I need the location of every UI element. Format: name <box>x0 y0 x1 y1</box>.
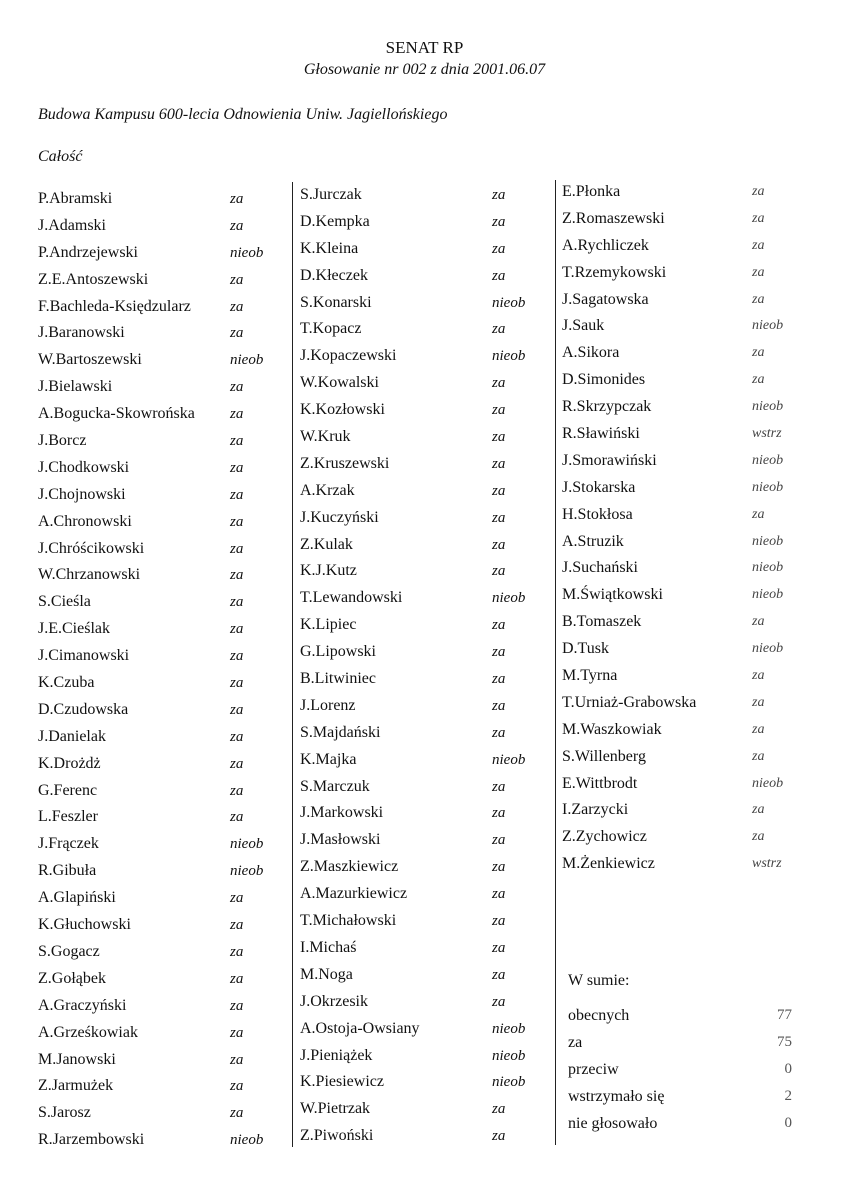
senator-name: M.Waszkowiak <box>562 720 662 738</box>
senator-name: W.Bartoszewski <box>38 351 142 369</box>
vote-value: za <box>230 701 244 718</box>
senator-name: J.Pieniążek <box>300 1046 373 1064</box>
vote-value: za <box>752 748 765 764</box>
vote-value: nieob <box>752 533 784 549</box>
names-column-2 <box>300 182 420 1150</box>
senator-name: M.Tyrna <box>562 667 618 685</box>
senator-name: J.Borcz <box>38 432 87 450</box>
vote-value: za <box>230 298 244 315</box>
summary-label: obecnych <box>568 1007 630 1024</box>
vote-value: za <box>492 1101 506 1118</box>
vote-value: za <box>492 939 506 956</box>
senator-name: J.Sauk <box>562 317 605 335</box>
vote-value: nieob <box>752 452 784 468</box>
senator-name: J.Chojnowski <box>38 485 126 503</box>
senator-name: M.Żenkiewicz <box>562 855 655 873</box>
vote-value: nieob <box>492 590 526 607</box>
vote-value: za <box>492 966 506 983</box>
vote-value: za <box>230 1051 244 1068</box>
senator-name: J.Smorawiński <box>562 451 657 469</box>
senator-name: J.Baranowski <box>38 324 125 342</box>
senator-name: Z.E.Antoszewski <box>38 270 149 288</box>
senator-name: Z.Zychowicz <box>562 828 647 846</box>
summary-label: za <box>568 1034 583 1051</box>
senator-name: K.Czuba <box>38 674 95 692</box>
summary-row <box>568 1056 798 1083</box>
senator-name: K.Lipiec <box>300 616 357 634</box>
vote-value: nieob <box>492 348 526 365</box>
senator-name: S.Willenberg <box>562 747 646 765</box>
senator-name: R.Jarzembowski <box>38 1131 145 1149</box>
senator-name: K.Drożdż <box>38 754 101 772</box>
senator-name: R.Skrzypczak <box>562 398 652 416</box>
summary-value: 0 <box>784 1115 792 1131</box>
senator-name: Z.Romaszewski <box>562 209 665 227</box>
summary-label: przeciw <box>568 1061 619 1078</box>
senator-name: D.Kłeczek <box>300 266 368 284</box>
vote-value: nieob <box>230 836 264 853</box>
vote-value: za <box>230 648 244 665</box>
senator-name: R.Sławiński <box>562 425 640 443</box>
vote-value: nieob <box>230 352 264 369</box>
vote-value: za <box>492 429 506 446</box>
vote-value: nieob <box>752 399 784 415</box>
senator-name: K.Kleina <box>300 239 359 257</box>
vote-value: za <box>230 567 244 584</box>
senator-name: T.Lewandowski <box>300 589 403 607</box>
vote-value: nieob <box>492 294 526 311</box>
vote-value: za <box>230 513 244 530</box>
senator-name: P.Abramski <box>38 190 113 207</box>
vote-value: za <box>230 217 244 234</box>
vote-value: za <box>230 943 244 960</box>
summary-row <box>568 1110 798 1137</box>
senator-name: D.Tusk <box>562 640 609 658</box>
senator-name: J.Lorenz <box>300 696 356 714</box>
senator-name: S.Majdański <box>300 723 381 741</box>
senator-name: P.Andrzejewski <box>38 243 138 261</box>
senator-name: M.Noga <box>300 965 353 983</box>
vote-value: za <box>752 802 765 818</box>
senator-name: Z.Gołąbek <box>38 969 106 987</box>
senator-name: S.Marczuk <box>300 777 370 795</box>
vote-value: nieob <box>752 587 784 603</box>
column-divider-2 <box>555 180 556 1145</box>
vote-value: za <box>492 321 506 338</box>
vote-value: za <box>492 832 506 849</box>
vote-value: za <box>230 1078 244 1095</box>
senator-name: S.Konarski <box>300 293 372 311</box>
vote-value: nieob <box>492 1047 526 1064</box>
senator-name: M.Janowski <box>38 1050 116 1068</box>
vote-value: za <box>492 1128 506 1145</box>
senator-name: E.Wittbrodt <box>562 774 638 792</box>
senator-name: T.Urniaż-Grabowska <box>562 693 697 711</box>
senator-name: T.Kopacz <box>300 320 362 338</box>
vote-value: za <box>752 237 765 253</box>
names-column-3 <box>562 179 696 878</box>
vote-value: za <box>230 917 244 934</box>
vote-topic: Budowa Kampusu 600-lecia Odnowienia Uniw. Jagiellońskiego <box>38 106 448 123</box>
vote-subtitle: Głosowanie nr 002 z dnia 2001.06.07 <box>303 61 546 78</box>
senator-name: J.Markowski <box>300 804 384 822</box>
vote-value: za <box>492 375 506 392</box>
column-divider-1 <box>292 182 293 1147</box>
senator-name: I.Michaś <box>300 938 357 956</box>
senator-name: J.Okrzesik <box>300 992 368 1010</box>
vote-value: za <box>492 213 506 230</box>
vote-value: za <box>230 271 244 288</box>
senator-name: J.Masłowski <box>300 831 381 849</box>
page-title: SENAT RP <box>385 38 464 57</box>
senator-name: J.Cimanowski <box>38 647 130 665</box>
summary-value: 2 <box>784 1088 792 1104</box>
senator-name: G.Lipowski <box>300 643 376 661</box>
votes-column-3 <box>752 179 783 878</box>
senator-name: Z.Piwoński <box>300 1127 374 1145</box>
senator-name: J.Kuczyński <box>300 508 379 526</box>
summary-row <box>568 1029 798 1056</box>
vote-value: za <box>752 829 765 845</box>
senator-name: W.Kruk <box>300 428 351 446</box>
senator-name: F.Bachleda-Księdzularz <box>38 297 191 315</box>
summary-heading: W sumie: <box>568 972 630 989</box>
senator-name: J.Bielawski <box>38 378 113 396</box>
vote-value: za <box>492 724 506 741</box>
summary-value: 0 <box>784 1061 792 1077</box>
vote-value: za <box>492 482 506 499</box>
vote-value: nieob <box>492 1020 526 1037</box>
senator-name: T.Michałowski <box>300 912 397 930</box>
senator-name: K.Głuchowski <box>38 916 131 934</box>
summary-value: 77 <box>777 1007 792 1023</box>
vote-value: za <box>752 506 765 522</box>
vote-value: nieob <box>230 1132 264 1149</box>
vote-value: za <box>230 433 244 450</box>
vote-value: za <box>230 459 244 476</box>
senator-name: A.Ostoja-Owsiany <box>300 1019 420 1037</box>
vote-value: za <box>752 264 765 280</box>
senator-name: H.Stokłosa <box>562 505 633 523</box>
senator-name: A.Chronowski <box>38 512 132 530</box>
vote-value: za <box>230 1024 244 1041</box>
senator-name: D.Czudowska <box>38 700 129 718</box>
vote-value: nieob <box>492 1074 526 1091</box>
vote-value: za <box>492 671 506 688</box>
votes-column-1 <box>230 186 263 1154</box>
vote-value: za <box>492 993 506 1010</box>
vote-value: za <box>230 1105 244 1122</box>
vote-value: nieob <box>492 751 526 768</box>
vote-value: za <box>492 509 506 526</box>
vote-value: za <box>492 187 506 203</box>
summary-label: wstrzymało się <box>568 1088 665 1105</box>
vote-value: za <box>230 755 244 772</box>
vote-value: za <box>752 668 765 684</box>
vote-value: za <box>752 291 765 307</box>
senator-name: Z.Kulak <box>300 535 353 553</box>
senator-name: L.Feszler <box>38 808 98 826</box>
vote-value: za <box>230 379 244 396</box>
vote-value: za <box>752 184 765 199</box>
vote-value: za <box>230 486 244 503</box>
summary-row <box>568 1002 798 1029</box>
senator-name: A.Krzak <box>300 481 355 499</box>
senator-name: J.Kopaczewski <box>300 347 397 365</box>
senator-name: A.Graczyński <box>38 996 127 1014</box>
senator-name: T.Rzemykowski <box>562 263 667 281</box>
summary-list <box>568 1002 798 1137</box>
senator-name: K.Majka <box>300 750 357 768</box>
senator-name: B.Litwiniec <box>300 670 376 688</box>
summary-value: 75 <box>777 1034 792 1050</box>
vote-value: nieob <box>752 479 784 495</box>
vote-value: nieob <box>752 560 784 576</box>
senator-name: S.Cieśla <box>38 593 91 611</box>
senator-name: W.Chrzanowski <box>38 566 141 584</box>
senator-name: D.Simonides <box>562 371 646 389</box>
vote-value: za <box>492 644 506 661</box>
senator-name: K.Piesiewicz <box>300 1073 384 1091</box>
vote-value: za <box>230 890 244 907</box>
vote-value: za <box>492 886 506 903</box>
senator-name: A.Mazurkiewicz <box>300 885 408 903</box>
vote-value: za <box>492 617 506 634</box>
vote-section: Całość <box>38 148 83 165</box>
vote-value: za <box>752 372 765 388</box>
vote-value: za <box>230 325 244 342</box>
senator-name: A.Glapiński <box>38 889 116 907</box>
vote-value: za <box>752 345 765 361</box>
summary-label: nie głosowało <box>568 1115 658 1132</box>
names-column-1 <box>38 186 195 1154</box>
vote-value: nieob <box>752 641 784 657</box>
senator-name: J.Stokarska <box>562 478 636 496</box>
senator-name: J.Chodkowski <box>38 458 130 476</box>
senator-name: W.Pietrzak <box>300 1100 371 1118</box>
vote-value: za <box>230 406 244 423</box>
senator-name: J.Sagatowska <box>562 290 649 308</box>
senator-name: A.Bogucka-Skowrońska <box>38 405 195 423</box>
senator-name: Z.Kruszewski <box>300 454 390 472</box>
senator-name: J.Adamski <box>38 216 106 234</box>
vote-value: za <box>230 997 244 1014</box>
senator-name: R.Gibuła <box>38 862 97 880</box>
vote-value: za <box>752 210 765 226</box>
senator-name: A.Struzik <box>562 532 624 550</box>
vote-value: wstrz <box>752 856 782 872</box>
senator-name: S.Jurczak <box>300 186 362 203</box>
senator-name: Z.Maszkiewicz <box>300 858 399 876</box>
senator-name: K.J.Kutz <box>300 562 357 580</box>
senator-name: I.Zarzycki <box>562 801 629 819</box>
vote-value: nieob <box>230 863 264 880</box>
senator-name: Z.Jarmużek <box>38 1077 114 1095</box>
vote-value: za <box>230 540 244 557</box>
senator-name: W.Kowalski <box>300 374 379 392</box>
senator-name: S.Jarosz <box>38 1104 91 1122</box>
senator-name: M.Świątkowski <box>562 586 663 604</box>
senator-name: E.Płonka <box>562 183 621 200</box>
vote-value: nieob <box>230 244 264 261</box>
votes-column-2 <box>492 182 525 1150</box>
vote-value: za <box>230 970 244 987</box>
summary-row <box>568 1083 798 1110</box>
vote-value: za <box>492 805 506 822</box>
vote-value: za <box>492 240 506 257</box>
vote-value: nieob <box>752 775 784 791</box>
senator-name: J.Chróścikowski <box>38 539 145 557</box>
senator-name: A.Sikora <box>562 344 620 362</box>
vote-value: wstrz <box>752 426 782 442</box>
senator-name: B.Tomaszek <box>562 613 642 631</box>
vote-value: za <box>230 728 244 745</box>
vote-value: za <box>492 267 506 284</box>
senator-name: A.Grześkowiak <box>38 1023 138 1041</box>
vote-value: za <box>492 859 506 876</box>
vote-value: za <box>492 536 506 553</box>
senator-name: G.Ferenc <box>38 781 98 799</box>
vote-value: za <box>492 778 506 795</box>
vote-value: za <box>230 675 244 692</box>
vote-value: za <box>230 191 244 207</box>
vote-value: za <box>492 402 506 419</box>
vote-value: za <box>492 455 506 472</box>
vote-value: za <box>752 694 765 710</box>
senator-name: D.Kempka <box>300 212 370 230</box>
vote-value: za <box>230 594 244 611</box>
vote-value: za <box>492 697 506 714</box>
senator-name: K.Kozłowski <box>300 401 385 419</box>
senator-name: J.Frączek <box>38 835 99 853</box>
senator-name: A.Rychliczek <box>562 236 649 254</box>
senator-name: J.E.Cieślak <box>38 620 110 638</box>
vote-value: za <box>230 782 244 799</box>
senator-name: J.Danielak <box>38 727 106 745</box>
senator-name: J.Suchański <box>562 559 638 577</box>
vote-value: za <box>492 913 506 930</box>
senator-name: S.Gogacz <box>38 942 100 960</box>
vote-value: za <box>230 621 244 638</box>
vote-value: za <box>492 563 506 580</box>
vote-value: za <box>752 614 765 630</box>
vote-value: za <box>752 721 765 737</box>
vote-value: za <box>230 809 244 826</box>
vote-value: nieob <box>752 318 784 334</box>
